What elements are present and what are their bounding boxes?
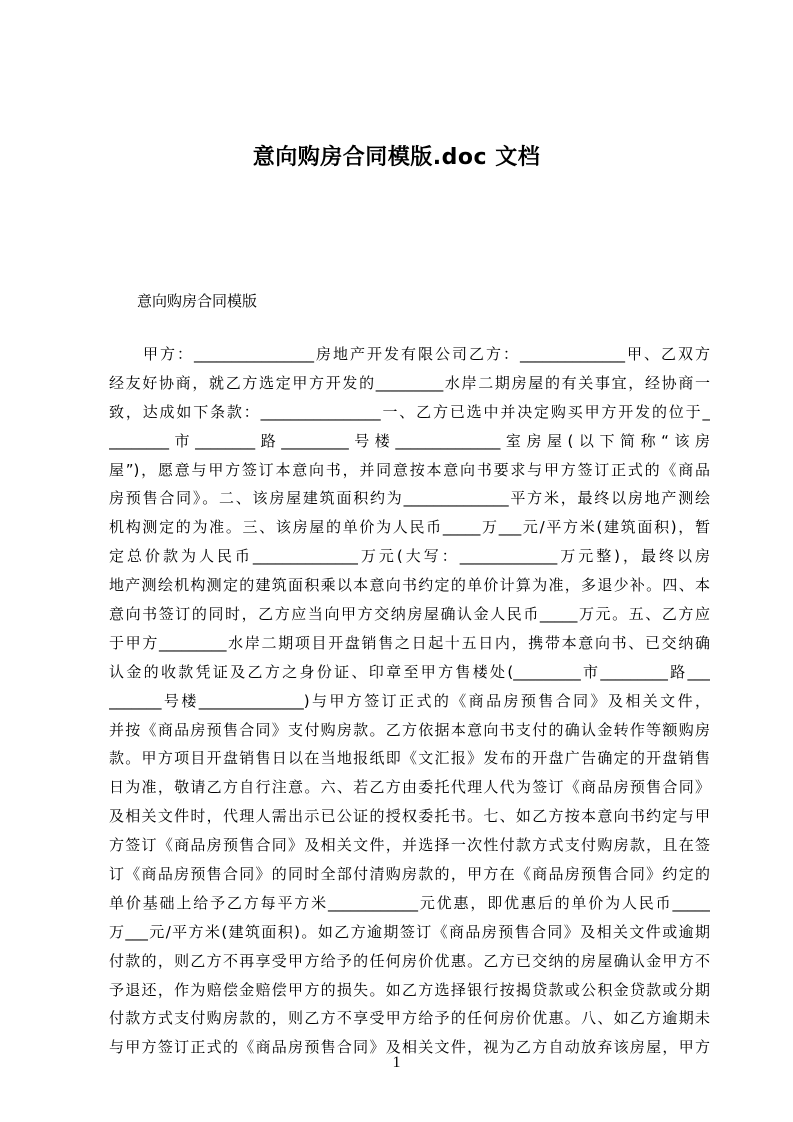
body-line: 认金的收款凭证及乙方之身份证、印章至甲方售楼处(_________市_________路___ [109, 662, 710, 681]
body-line: 及相关文件时，代理人需出示已公证的授权委托书。七、如乙方按本意向书约定与甲 [109, 807, 710, 826]
body-line: 付款的，则乙方不再享受甲方给予的任何房价优惠。乙方已交纳的房屋确认金甲方不 [109, 951, 710, 970]
body-line: 单价基础上给予乙方每平方米____________元优惠，即优惠后的单价为人民币_____ [109, 893, 710, 912]
body-line: 经友好协商，就乙方选定甲方开发的_________水岸二期房屋的有关事宜，经协商一 [109, 373, 710, 392]
body-line: 日为准，敬请乙方自行注意。六、若乙方由委托代理人代为签订《商品房预售合同》 [109, 778, 710, 797]
contract-body [109, 340, 710, 1062]
body-line: 屋”)，愿意与甲方签订本意向书，并同意按本意向书要求与甲方签订正式的《商品 [109, 460, 710, 479]
body-line: 甲方：________________房地产开发有限公司乙方：______________甲、乙双方 [109, 345, 710, 363]
body-line: _______号楼______________)与甲方签订正式的《商品房预售合同》及相关文件， [109, 691, 710, 710]
section-heading: 意向购房合同模版 [137, 292, 258, 310]
body-line: 予退还，作为赔偿金赔偿甲方的损失。如乙方选择银行按揭贷款或公积金贷款或分期 [109, 980, 710, 999]
body-line: 房预售合同》。二、该房屋建筑面积约为______________平方米，最终以房地产测绘 [109, 489, 710, 508]
body-line: 机构测定的为准。三、该房屋的单价为人民币_____万___元/平方米(建筑面积)，暂 [109, 518, 710, 537]
body-line: ________市________路_________号楼______________室房屋(以下简称“该房 [109, 431, 710, 450]
body-line: 与甲方签订正式的《商品房预售合同》及相关文件，视为乙方自动放弃该房屋，甲方 [109, 1038, 710, 1057]
body-line: 定总价款为人民币______________万元(大写：_____________万元整)，最终以房 [109, 547, 710, 566]
body-line: 万___元/平方米(建筑面积)。如乙方逾期签订《商品房预售合同》及相关文件或逾期 [109, 922, 710, 941]
body-line: 并按《商品房预售合同》支付购房款。乙方依据本意向书支付的确认金转作等额购房 [109, 720, 710, 739]
body-line: 意向书签订的同时，乙方应当向甲方交纳房屋确认金人民币_____万元。五、乙方应 [109, 605, 710, 624]
body-line: 致，达成如下条款：________________一、乙方已选中并决定购买甲方开发的位于_ [109, 402, 710, 421]
body-line: 订《商品房预售合同》的同时全部付清购房款的，甲方在《商品房预售合同》约定的 [109, 865, 710, 884]
body-line: 付款方式支付购房款的，则乙方不享受甲方给予的任何房价优惠。八、如乙方逾期未 [109, 1009, 710, 1028]
body-line: 于甲方_________水岸二期项目开盘销售之日起十五日内，携带本意向书、已交纳确 [109, 633, 710, 652]
body-line: 方签订《商品房预售合同》及相关文件，并选择一次性付款方式支付购房款，且在签 [109, 836, 710, 855]
document-title: 意向购房合同模版.doc 文档 [252, 145, 541, 170]
body-line: 地产测绘机构测定的建筑面积乘以本意向书约定的单价计算为准，多退少补。四、本 [109, 576, 710, 595]
body-line: 款。甲方项目开盘销售日以在当地报纸即《文汇报》发布的开盘广告确定的开盘销售 [109, 749, 710, 768]
page-number: 1 [392, 1054, 401, 1071]
